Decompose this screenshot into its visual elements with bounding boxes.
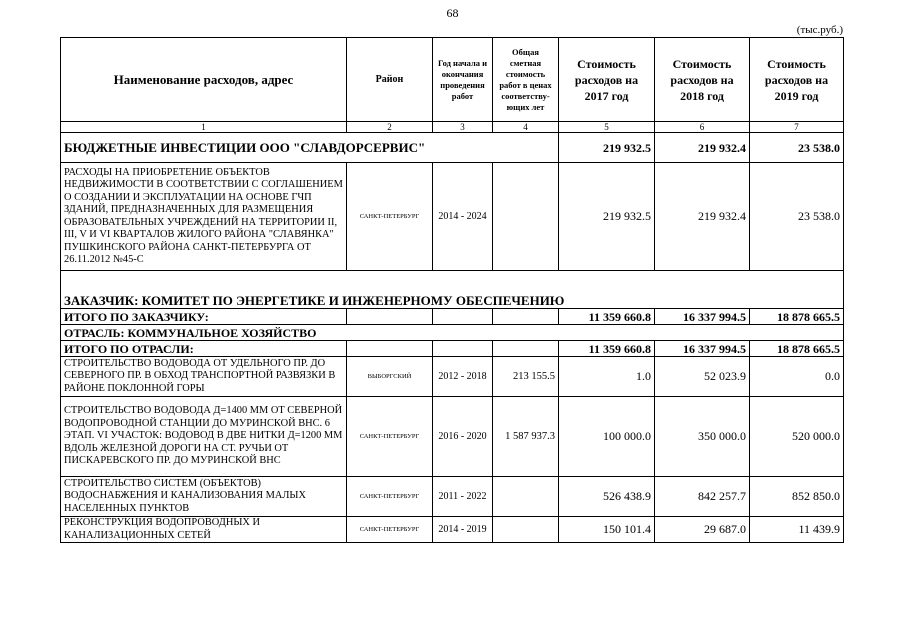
row4-period: 2014 - 2019 <box>433 517 493 543</box>
header-cost-2018: Стоимость расходов на 2018 год <box>655 38 750 122</box>
row3-2017: 526 438.9 <box>559 477 655 517</box>
header-cost-2019: Стоимость расходов на 2019 год <box>750 38 844 122</box>
col-index-2: 2 <box>347 122 433 133</box>
row3-period: 2011 - 2022 <box>433 477 493 517</box>
customer-total-2018: 16 337 994.5 <box>655 309 750 325</box>
row1-2018: 52 023.9 <box>655 357 750 397</box>
col-index-4: 4 <box>493 122 559 133</box>
row1-2017: 1.0 <box>559 357 655 397</box>
customer-total-label: ИТОГО ПО ЗАКАЗЧИКУ: <box>61 309 347 325</box>
item1-2017: 219 932.5 <box>559 163 655 271</box>
table-row <box>61 517 844 543</box>
row1-district: ВЫБОРГСКИЙ <box>347 357 433 397</box>
table-row <box>61 357 844 397</box>
row2-estimate: 1 587 937.3 <box>493 397 559 477</box>
row2-2018: 350 000.0 <box>655 397 750 477</box>
row1-2019: 0.0 <box>750 357 844 397</box>
branch-total-row <box>61 341 844 357</box>
row3-estimate <box>493 477 559 517</box>
page-number: 68 <box>446 6 459 20</box>
row4-2017: 150 101.4 <box>559 517 655 543</box>
investments-row <box>61 133 844 163</box>
col-index-6: 6 <box>655 122 750 133</box>
row3-2019: 852 850.0 <box>750 477 844 517</box>
branch-total-label: ИТОГО ПО ОТРАСЛИ: <box>61 341 347 357</box>
col-index-3: 3 <box>433 122 493 133</box>
expenses-table <box>60 37 844 543</box>
table-row <box>61 163 844 271</box>
header-estimate: Общая сметная стоимость работ в ценах соответству-ющих лет <box>493 38 559 122</box>
row4-estimate <box>493 517 559 543</box>
item1-2019: 23 538.0 <box>750 163 844 271</box>
branch-title: ОТРАСЛЬ: КОММУНАЛЬНОЕ ХОЗЯЙСТВО <box>61 325 844 341</box>
branch-total-2017: 11 359 660.8 <box>559 341 655 357</box>
row1-period: 2012 - 2018 <box>433 357 493 397</box>
header-district: Район <box>347 38 433 122</box>
branch-total-2018: 16 337 994.5 <box>655 341 750 357</box>
investments-2019: 23 538.0 <box>750 133 844 163</box>
item1-district: САНКТ-ПЕТЕРБУРГ <box>347 163 433 271</box>
row4-district: САНКТ-ПЕТЕРБУРГ <box>347 517 433 543</box>
item1-period: 2014 - 2024 <box>433 163 493 271</box>
row1-name: СТРОИТЕЛЬСТВО ВОДОВОДА ОТ УДЕЛЬНОГО ПР. ДО СЕВЕРНОГО ПР. В ОБХОД ТРАНСПОРТНОЙ РАЗВЯЗКИ В РАЙОНЕ ПОКЛОННОЙ ГОРЫ <box>61 357 347 397</box>
customer-title: ЗАКАЗЧИК: КОМИТЕТ ПО ЭНЕРГЕТИКЕ И ИНЖЕНЕРНОМУ ОБЕСПЕЧЕНИЮ <box>61 271 844 309</box>
row4-2018: 29 687.0 <box>655 517 750 543</box>
header-name: Наименование расходов, адрес <box>61 38 347 122</box>
item1-estimate <box>493 163 559 271</box>
row2-name: СТРОИТЕЛЬСТВО ВОДОВОДА Д=1400 ММ ОТ СЕВЕРНОЙ ВОДОПРОВОДНОЙ СТАНЦИИ ДО МУРИНСКОЙ ВНС. 6 ЭТАП. VI УЧАСТОК: ВОДОВОД В ДВЕ НИТКИ Д=1200 ММ ВДОЛЬ ЖЕЛЕЗНОЙ ДОРОГИ НА СТ. РУЧЬИ ОТ ПИСКАРЕВСКОГО ПР. ДО МУРИНСКОЙ ВНС <box>61 397 347 477</box>
branch-row <box>61 325 844 341</box>
investments-2018: 219 932.4 <box>655 133 750 163</box>
row2-2019: 520 000.0 <box>750 397 844 477</box>
row1-estimate: 213 155.5 <box>493 357 559 397</box>
row3-2018: 842 257.7 <box>655 477 750 517</box>
investments-title: БЮДЖЕТНЫЕ ИНВЕСТИЦИИ ООО "СЛАВДОРСЕРВИС" <box>61 133 559 163</box>
row4-2019: 11 439.9 <box>750 517 844 543</box>
units-label: (тыс.руб.) <box>796 24 843 36</box>
col-index-1: 1 <box>61 122 347 133</box>
item1-name: РАСХОДЫ НА ПРИОБРЕТЕНИЕ ОБЪЕКТОВ НЕДВИЖИМОСТИ В СООТВЕТСТВИИ С СОГЛАШЕНИЕМ О СОЗДАНИИ И ЭКСПЛУАТАЦИИ НА ОСНОВЕ ГЧП ЗДАНИЙ, ПРЕДНАЗНАЧЕННЫХ ДЛЯ РАЗМЕЩЕНИЯ ОБРАЗОВАТЕЛЬНЫХ УЧРЕЖДЕНИЙ НА ТЕРРИТОРИИ II, III, V И VI КВАРТАЛОВ ЖИЛОГО РАЙОНА "СЛАВЯНКА" ПУШКИНСКОГО РАЙОНА САНКТ-ПЕТЕРБУРГА ОТ 26.11.2012 №45-С <box>61 163 347 271</box>
table-row <box>61 397 844 477</box>
row2-district: САНКТ-ПЕТЕРБУРГ <box>347 397 433 477</box>
col-index-7: 7 <box>750 122 844 133</box>
item1-2018: 219 932.4 <box>655 163 750 271</box>
customer-total-2019: 18 878 665.5 <box>750 309 844 325</box>
row4-name: РЕКОНСТРУКЦИЯ ВОДОПРОВОДНЫХ И КАНАЛИЗАЦИОННЫХ СЕТЕЙ <box>61 517 347 543</box>
branch-total-2019: 18 878 665.5 <box>750 341 844 357</box>
col-index-5: 5 <box>559 122 655 133</box>
row2-2017: 100 000.0 <box>559 397 655 477</box>
customer-row <box>61 271 844 309</box>
table-header <box>61 38 844 122</box>
row3-district: САНКТ-ПЕТЕРБУРГ <box>347 477 433 517</box>
header-cost-2017: Стоимость расходов на 2017 год <box>559 38 655 122</box>
column-index-row <box>61 122 844 133</box>
row3-name: СТРОИТЕЛЬСТВО СИСТЕМ (ОБЪЕКТОВ) ВОДОСНАБЖЕНИЯ И КАНАЛИЗОВАНИЯ МАЛЫХ НАСЕЛЕННЫХ ПУНКТОВ <box>61 477 347 517</box>
table-row <box>61 477 844 517</box>
header-period: Год начала и окончания проведения работ <box>433 38 493 122</box>
investments-2017: 219 932.5 <box>559 133 655 163</box>
customer-total-2017: 11 359 660.8 <box>559 309 655 325</box>
customer-total-row <box>61 309 844 325</box>
row2-period: 2016 - 2020 <box>433 397 493 477</box>
